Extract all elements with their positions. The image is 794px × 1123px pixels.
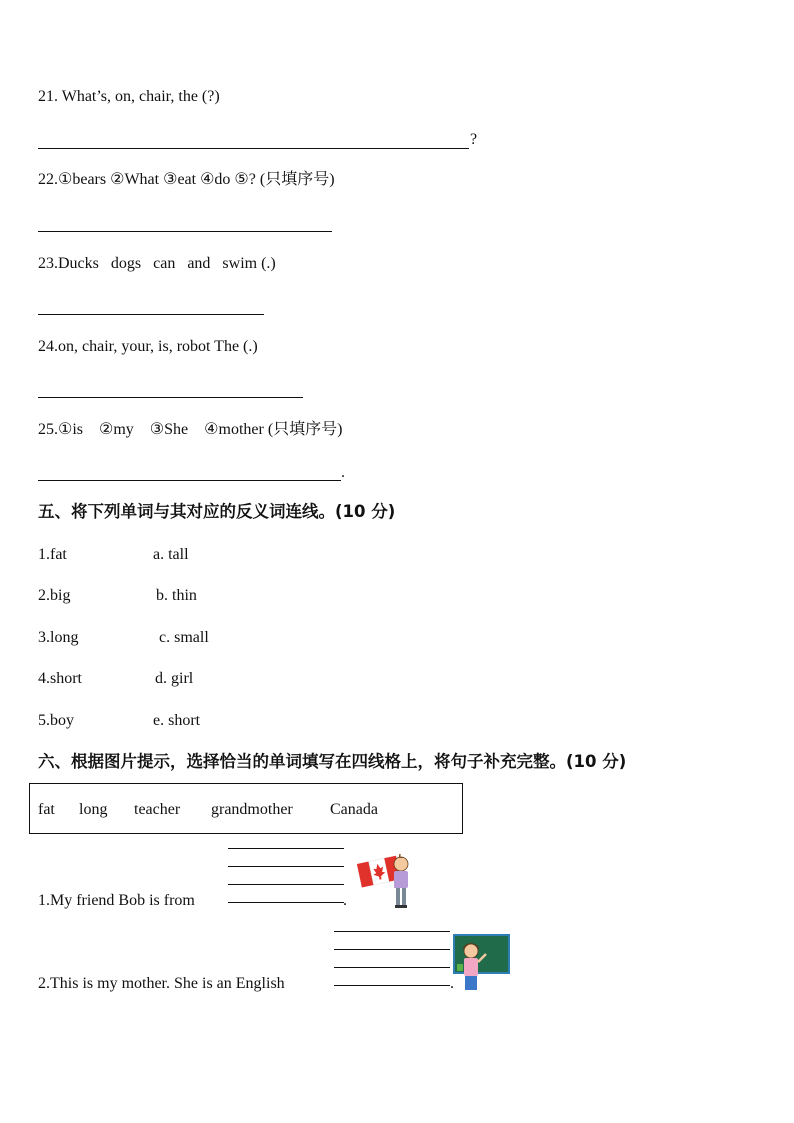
match-right-item[interactable]: d. girl	[155, 670, 194, 687]
match-right-item[interactable]: a. tall	[153, 546, 189, 563]
match-left-item[interactable]: 1.fat	[38, 546, 67, 563]
match-left-item[interactable]: 4.short	[38, 670, 82, 687]
section5-heading: 五、将下列单词与其对应的反义词连线。(10 分)	[38, 502, 396, 521]
word-bank-item: Canada	[330, 801, 378, 818]
match-right-item[interactable]: c. small	[159, 629, 209, 646]
q22-prompt: 22.①bears ②What ③eat ④do ⑤? (只填序号)	[38, 171, 335, 188]
q25-answer-line[interactable]	[38, 480, 341, 481]
match-left-item[interactable]: 3.long	[38, 629, 79, 646]
canada-flag-boy-icon	[355, 848, 421, 910]
word-bank-item: teacher	[134, 801, 181, 818]
section6-item2-text: 2.This is my mother. She is an English	[38, 975, 285, 992]
section6-item2-end: .	[450, 975, 454, 992]
q23-prompt: 23.Ducks dogs can and swim (.)	[38, 255, 276, 272]
q25-prompt: 25.①is ②my ③She ④mother (只填序号)	[38, 421, 343, 438]
q24-prompt: 24.on, chair, your, is, robot The (.)	[38, 338, 258, 355]
word-bank-box	[29, 783, 463, 834]
teacher-blackboard-icon	[453, 934, 510, 992]
q21-prompt: 21. What’s, on, chair, the (?)	[38, 88, 220, 105]
q22-answer-line[interactable]	[38, 231, 332, 232]
match-left-item[interactable]: 2.big	[38, 587, 71, 604]
q24-answer-line[interactable]	[38, 397, 303, 398]
q23-answer-line[interactable]	[38, 314, 264, 315]
match-right-item[interactable]: e. short	[153, 712, 201, 729]
q25-end-mark: .	[341, 464, 345, 481]
word-bank-item: long	[79, 801, 108, 818]
section6-heading: 六、根据图片提示，选择恰当的单词填写在四线格上，将句子补充完整。(10 分)	[38, 752, 627, 771]
section6-item1-text: 1.My friend Bob is from	[38, 892, 195, 909]
four-line-grid-1[interactable]	[228, 848, 344, 902]
q21-end-mark: ?	[470, 131, 478, 148]
q21-answer-line[interactable]	[38, 148, 469, 149]
match-right-item[interactable]: b. thin	[156, 587, 197, 604]
word-bank-item: grandmother	[211, 801, 293, 818]
match-left-item[interactable]: 5.boy	[38, 712, 74, 729]
four-line-grid-2[interactable]	[334, 931, 450, 985]
section6-item1-end: .	[343, 892, 347, 909]
word-bank-item: fat	[38, 801, 55, 818]
